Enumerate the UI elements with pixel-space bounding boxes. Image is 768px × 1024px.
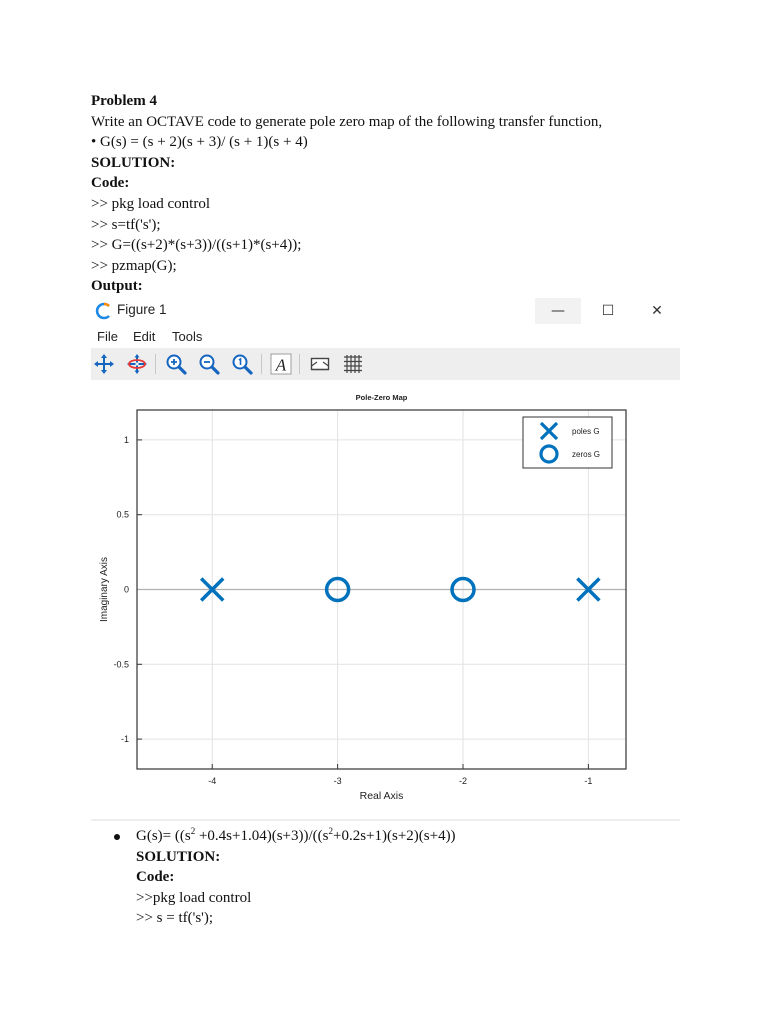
- maximize-button[interactable]: ☐: [601, 303, 615, 319]
- text-icon: [269, 352, 293, 376]
- second-solution-label: SOLUTION:: [136, 848, 221, 865]
- solution-label: SOLUTION:: [91, 154, 176, 171]
- close-button[interactable]: ✕: [651, 303, 663, 319]
- tf-superscript: 2: [190, 826, 196, 836]
- second-code-line: >> s = tf('s');: [136, 910, 214, 927]
- section-divider: [91, 819, 680, 821]
- figure-window: [91, 296, 680, 816]
- code-line: >> pkg load control: [91, 195, 210, 212]
- rotate-icon: [125, 352, 149, 376]
- second-transfer-function: [136, 826, 716, 847]
- second-code-label: Code:: [136, 869, 175, 886]
- grid-icon: [341, 352, 365, 376]
- text-icon-glyph: A: [275, 355, 287, 375]
- octave-logo-icon: [95, 302, 113, 320]
- zoom-reset-button[interactable]: [230, 352, 254, 376]
- code-line: >> G=((s+2)*(s+3))/((s+1)*(s+4));: [91, 237, 302, 254]
- toolbar-separator: [299, 354, 300, 374]
- y-tick-label: 1: [123, 434, 129, 445]
- legend-label: poles G: [572, 427, 600, 436]
- tf-part: G(s)= ((s: [136, 828, 191, 844]
- second-problem: [136, 826, 716, 929]
- transfer-function-line: • G(s) = (s + 2)(s + 3)/ (s + 1)(s + 4): [91, 134, 308, 151]
- menu-edit[interactable]: Edit: [133, 329, 156, 344]
- zoom-reset-icon: [230, 352, 254, 376]
- zoom-out-button[interactable]: [197, 352, 221, 376]
- code-line: >> pzmap(G);: [91, 257, 177, 274]
- y-tick-label: 0.5: [116, 509, 129, 520]
- figure-title-bar: [91, 296, 680, 328]
- x-tick-label: -3: [333, 776, 342, 786]
- figure-title: Figure 1: [117, 302, 167, 317]
- minimize-button[interactable]: —: [535, 298, 581, 324]
- problem-heading: Problem 4: [91, 93, 157, 109]
- pan-button[interactable]: [92, 352, 116, 376]
- y-axis-label: Imaginary Axis: [99, 556, 110, 623]
- output-label: Output:: [91, 278, 143, 295]
- mail-icon: [308, 352, 332, 376]
- menu-file[interactable]: File: [97, 329, 118, 344]
- toolbar-separator: [261, 354, 262, 374]
- tf-superscript: 2: [328, 826, 333, 836]
- y-tick-label: 0: [123, 584, 129, 595]
- problem-statement: Write an OCTAVE code to generate pole zero map of the following transfer function,: [91, 113, 603, 130]
- code-label: Code:: [91, 175, 130, 192]
- problem-section: [91, 91, 711, 297]
- grid-button[interactable]: [341, 352, 365, 376]
- second-code-line: >>pkg load control: [136, 889, 252, 906]
- toolbar-separator: [155, 354, 156, 374]
- zoom-out-icon: [197, 352, 221, 376]
- chart-title: Pole-Zero Map: [355, 393, 408, 402]
- pole-zero-chart: [91, 386, 680, 816]
- x-tick-label: -1: [584, 776, 593, 786]
- x-tick-label: -4: [208, 776, 217, 786]
- figure-toolbar: [91, 348, 680, 380]
- zoom-in-button[interactable]: [164, 352, 188, 376]
- tf-part: +0.4s+1.04)(s+3))/((s: [195, 828, 329, 844]
- y-tick-label: -0.5: [113, 659, 129, 670]
- code-line: >> s=tf('s');: [91, 216, 161, 233]
- tf-part: +0.2s+1)(s+2)(s+4)): [332, 828, 456, 844]
- legend-box: [523, 417, 612, 468]
- text-button[interactable]: [269, 352, 293, 376]
- x-axis-label: Real Axis: [359, 790, 404, 802]
- pan-icon: [92, 352, 116, 376]
- y-tick-label: -1: [120, 734, 129, 745]
- x-tick-label: -2: [458, 776, 468, 786]
- rotate-button[interactable]: [125, 352, 149, 376]
- pole-zero-plot: [91, 386, 680, 816]
- zoom-in-icon: [164, 352, 188, 376]
- bullet-point: [114, 834, 120, 840]
- legend-label: zeros G: [572, 450, 601, 459]
- menu-tools[interactable]: Tools: [172, 329, 203, 344]
- mail-button[interactable]: [308, 352, 332, 376]
